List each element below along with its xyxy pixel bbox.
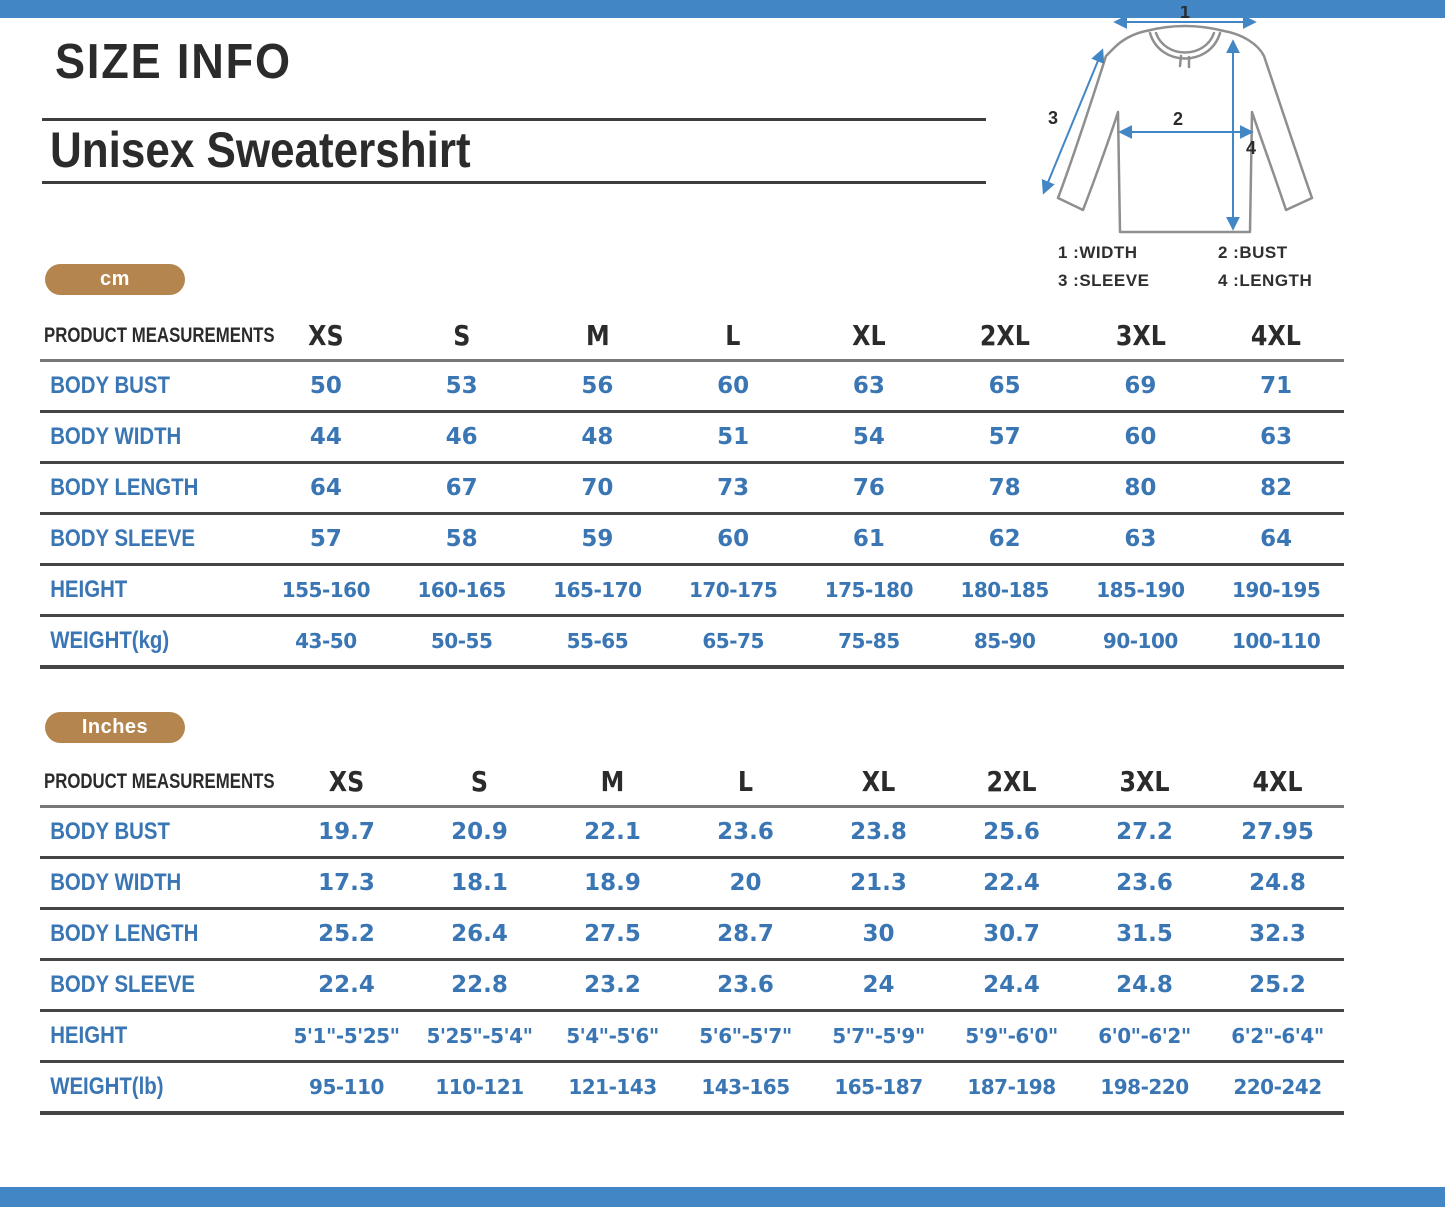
size-column-header: XL [861, 765, 896, 798]
measurement-value: 48 [581, 424, 614, 450]
measurement-value: 22.4 [318, 972, 375, 998]
measurement-row-label: BODY BUST [50, 372, 170, 399]
measurement-value: 58 [445, 526, 478, 552]
product-measurements-label: PRODUCT MEASUREMENTS [44, 769, 275, 793]
measurement-value: 30 [862, 921, 895, 947]
measurement-value: 25.6 [983, 819, 1040, 845]
measurement-value: 17.3 [318, 870, 375, 896]
measurement-value: 78 [988, 475, 1021, 501]
size-column-header: M [600, 765, 625, 798]
table-row [40, 910, 1344, 961]
measurement-row-label: BODY BUST [50, 818, 170, 845]
table-row [40, 961, 1344, 1012]
measurement-row-label: HEIGHT [50, 1022, 128, 1049]
measurement-value: 19.7 [318, 819, 375, 845]
table-row [40, 808, 1344, 859]
measurement-value: 95-110 [309, 1075, 384, 1099]
measurement-value: 22.8 [451, 972, 508, 998]
size-column-header: S [453, 319, 471, 352]
measurement-value: 57 [309, 526, 342, 552]
measurement-row-label: WEIGHT(kg) [50, 627, 170, 654]
table-row [40, 566, 1344, 617]
measurement-value: 24 [862, 972, 895, 998]
measurement-value: 20 [729, 870, 762, 896]
sweatshirt-diagram [1028, 6, 1346, 242]
measurement-value: 75-85 [838, 629, 900, 653]
measurement-value: 55-65 [566, 629, 629, 653]
measurement-value: 220-242 [1233, 1075, 1322, 1099]
measurement-value: 63 [852, 373, 885, 399]
size-column-header: M [585, 319, 610, 352]
measurement-value: 65-75 [702, 629, 764, 653]
measurement-value: 31.5 [1116, 921, 1173, 947]
size-column-header: 2XL [979, 319, 1030, 352]
measurement-value: 27.95 [1241, 819, 1314, 845]
measurement-row-label: BODY WIDTH [50, 423, 182, 450]
legend-length: 4 :LENGTH [1218, 271, 1313, 290]
table-row [40, 1012, 1344, 1063]
measurement-value: 121-143 [568, 1075, 657, 1099]
measurement-value: 57 [988, 424, 1021, 450]
marker-width: 1 [1179, 6, 1191, 22]
unit-badge-inches: Inches [45, 712, 185, 743]
size-column-header: L [725, 319, 741, 352]
table-row [40, 464, 1344, 515]
measurement-value: 62 [988, 526, 1021, 552]
measurement-value: 100-110 [1231, 629, 1321, 653]
measurement-value: 155-160 [281, 578, 371, 602]
cm-size-table [40, 312, 1344, 669]
measurement-value: 5'7"-5'9" [832, 1024, 925, 1048]
measurement-row-label: BODY WIDTH [50, 869, 182, 896]
measurement-value: 5'6"-5'7" [699, 1024, 792, 1048]
table-row [40, 362, 1344, 413]
product-measurements-label: PRODUCT MEASUREMENTS [44, 323, 275, 347]
measurement-value: 65 [988, 373, 1021, 399]
measurement-value: 190-195 [1231, 578, 1321, 602]
table-row [40, 515, 1344, 566]
size-column-header: XS [328, 765, 365, 798]
sweatshirt-outline [1058, 26, 1312, 232]
measurement-value: 60 [717, 373, 750, 399]
measurement-value: 185-190 [1096, 578, 1185, 602]
measurement-value: 23.2 [584, 972, 641, 998]
measurement-value: 32.3 [1249, 921, 1306, 947]
marker-bust: 2 [1172, 109, 1184, 129]
measurement-value: 110-121 [435, 1075, 524, 1099]
measurement-row-label: BODY SLEEVE [50, 525, 195, 552]
measurement-value: 76 [852, 475, 885, 501]
measurement-value: 165-170 [553, 578, 642, 602]
measurement-value: 25.2 [1249, 972, 1306, 998]
measurement-value: 61 [852, 526, 885, 552]
divider [42, 181, 986, 184]
measurement-value: 43-50 [295, 629, 357, 653]
measurement-value: 23.8 [850, 819, 907, 845]
bottom-accent-bar [0, 1187, 1445, 1207]
measurement-value: 51 [717, 424, 750, 450]
measurement-value: 21.3 [850, 870, 907, 896]
measurement-value: 5'25"-5'4" [426, 1024, 533, 1048]
measurement-value: 69 [1124, 373, 1157, 399]
measurement-value: 27.2 [1116, 819, 1173, 845]
size-column-header: 3XL [1115, 319, 1166, 352]
measurement-value: 23.6 [1116, 870, 1173, 896]
measurement-value: 46 [445, 424, 478, 450]
size-column-header: 3XL [1119, 765, 1170, 798]
measurement-value: 64 [1260, 526, 1293, 552]
measurement-value: 50-55 [430, 629, 493, 653]
measurement-value: 53 [445, 373, 478, 399]
measurement-value: 59 [581, 526, 614, 552]
measurement-value: 24.8 [1249, 870, 1306, 896]
measurement-value: 63 [1124, 526, 1157, 552]
measurement-value: 56 [581, 373, 614, 399]
measurement-value: 165-187 [834, 1075, 923, 1099]
size-column-header: S [470, 765, 489, 798]
size-column-header: 2XL [986, 765, 1037, 798]
measurement-value: 5'1"-5'25" [293, 1024, 400, 1048]
measurement-value: 54 [852, 424, 885, 450]
measurement-value: 160-165 [417, 578, 506, 602]
measurement-value: 198-220 [1100, 1075, 1189, 1099]
measurement-value: 70 [581, 475, 614, 501]
measurement-value: 6'0"-6'2" [1098, 1024, 1191, 1048]
marker-sleeve: 3 [1047, 108, 1058, 128]
measurement-value: 44 [309, 424, 342, 450]
inches-size-table [40, 758, 1344, 1115]
measurement-value: 71 [1260, 373, 1293, 399]
measurement-value: 23.6 [717, 819, 774, 845]
measurement-row-label: HEIGHT [50, 576, 128, 603]
measurement-value: 143-165 [701, 1075, 790, 1099]
product-name: Unisex Sweatershirt [50, 122, 471, 178]
measurement-value: 67 [445, 475, 478, 501]
measurement-value: 64 [309, 475, 342, 501]
measurement-value: 50 [309, 373, 342, 399]
measurement-value: 175-180 [824, 578, 914, 602]
measurement-value: 18.1 [451, 870, 508, 896]
measurement-value: 23.6 [717, 972, 774, 998]
size-column-header: 4XL [1251, 319, 1302, 352]
measurement-value: 25.2 [318, 921, 375, 947]
size-column-header: XS [308, 319, 344, 352]
table-row [40, 617, 1344, 669]
measurement-value: 85-90 [973, 629, 1036, 653]
measurement-value: 180-185 [960, 578, 1049, 602]
legend-width: 1 :WIDTH [1058, 243, 1138, 262]
measurement-value: 82 [1260, 475, 1293, 501]
unit-badge-cm: cm [45, 264, 185, 295]
measurement-row-label: BODY SLEEVE [50, 971, 195, 998]
measurement-value: 20.9 [451, 819, 508, 845]
table-header-row [40, 312, 1344, 362]
measurement-value: 5'4"-5'6" [566, 1024, 659, 1048]
measurement-value: 80 [1124, 475, 1157, 501]
table-row [40, 413, 1344, 464]
legend-bust: 2 :BUST [1218, 243, 1288, 262]
measurement-value: 60 [1124, 424, 1157, 450]
size-column-header: XL [852, 319, 886, 352]
size-column-header: 4XL [1252, 765, 1303, 798]
measurement-value: 24.8 [1116, 972, 1173, 998]
measurement-value: 24.4 [983, 972, 1040, 998]
measurement-value: 27.5 [584, 921, 641, 947]
measurement-row-label: WEIGHT(lb) [50, 1073, 164, 1100]
table-header-row [40, 758, 1344, 808]
diagram-legend [1058, 243, 1312, 291]
measurement-value: 90-100 [1102, 629, 1178, 653]
measurement-value: 73 [717, 475, 750, 501]
table-row [40, 1063, 1344, 1115]
measurement-value: 170-175 [688, 578, 778, 602]
page-title: SIZE INFO [55, 35, 292, 89]
size-column-header: L [737, 765, 754, 798]
measurement-value: 6'2"-6'4" [1231, 1024, 1324, 1048]
marker-length: 4 [1246, 138, 1257, 158]
measurement-value: 22.4 [983, 870, 1040, 896]
measurement-value: 18.9 [584, 870, 641, 896]
measurement-value: 30.7 [983, 921, 1040, 947]
measurement-value: 63 [1260, 424, 1293, 450]
table-row [40, 859, 1344, 910]
measurement-value: 28.7 [717, 921, 774, 947]
measurement-row-label: BODY LENGTH [50, 474, 199, 501]
measurement-value: 5'9"-6'0" [965, 1024, 1058, 1048]
measurement-value: 187-198 [967, 1075, 1056, 1099]
legend-sleeve: 3 :SLEEVE [1058, 271, 1150, 290]
measurement-value: 26.4 [451, 921, 508, 947]
measurement-value: 60 [717, 526, 750, 552]
measurement-value: 22.1 [584, 819, 641, 845]
measurement-row-label: BODY LENGTH [50, 920, 199, 947]
